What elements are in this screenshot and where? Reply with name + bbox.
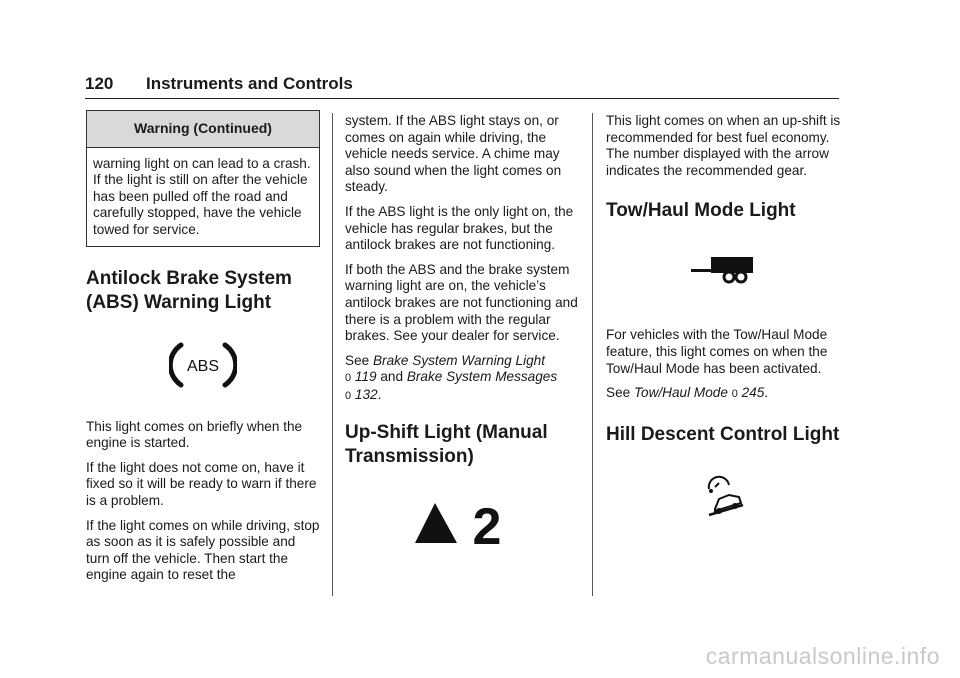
upshift-arrow-icon: [415, 499, 511, 549]
abs-paragraph-2: If the light does not come on, have it fixed so it will be ready to warn if there is a problem.: [86, 459, 317, 508]
upshift-heading: [345, 421, 581, 469]
brake-system-warning-light-link[interactable]: Brake System Warning Light: [372, 352, 545, 368]
abs-icon-label: ABS: [186, 357, 220, 375]
page-header: [85, 70, 839, 99]
page-ref-arrow-icon: 0: [345, 372, 352, 385]
section-title: Instruments and Controls: [146, 74, 353, 93]
page-ref-132[interactable]: 132: [354, 386, 378, 402]
column-3: [606, 113, 842, 525]
upshift-paragraph-1: This light comes on when an up-shift is recommended for best fuel economy. The number displayed with the arrow indicates the recommended gear.: [606, 113, 841, 178]
column-divider: [592, 113, 593, 596]
column-1: [86, 110, 320, 592]
hill-descent-icon: [606, 475, 842, 525]
tow-haul-see-also: [606, 385, 842, 403]
abs-heading: [86, 267, 320, 315]
abs-paragraph-3: If the light comes on while driving, stop as soon as it is safely possible and turn off the vehicle. Then start the engine again to reset the: [86, 517, 320, 583]
upshift-heading-line2: Transmission): [345, 445, 474, 467]
upshift-icon: [345, 499, 581, 549]
abs-warning-icon: [86, 325, 320, 405]
see-prefix: See: [606, 385, 634, 401]
period: .: [764, 385, 769, 401]
watermark: carmanualsonline.info: [705, 643, 940, 669]
page-ref-245[interactable]: 245: [741, 385, 765, 401]
tow-haul-icon: [606, 255, 842, 287]
abs-heading-line2: (ABS) Warning Light: [86, 291, 272, 313]
tow-haul-mode-link[interactable]: Tow/Haul Mode: [633, 385, 728, 401]
tow-haul-paragraph-1: For vehicles with the Tow/Haul Mode feature, this light comes on when the Tow/Haul Mode has been activated.: [606, 327, 828, 376]
abs-heading-line1: Antilock Brake System: [86, 267, 292, 289]
see-prefix: See: [345, 352, 373, 368]
abs-paragraph-3-continued: system. If the ABS light stays on, or comes on again while driving, the vehicle needs service. A chime may also sound when the light comes on steady.: [345, 113, 562, 195]
page-number: 120: [85, 74, 114, 93]
abs-see-also: [345, 353, 581, 405]
abs-paragraph-5: If both the ABS and the brake system warning light are on, the vehicle’s antilock brakes are not functioning and there is a problem with the regular brakes. See your dealer for service.: [345, 261, 578, 344]
upshift-gear-digit: 2: [472, 498, 502, 549]
page-ref-arrow-icon: 0: [731, 388, 738, 401]
trailer-icon: [689, 255, 759, 287]
period: .: [377, 386, 382, 402]
hill-descent-vehicle-icon: [699, 475, 749, 525]
column-divider: [332, 113, 333, 596]
and-text: and: [376, 369, 407, 385]
brake-system-messages-link[interactable]: Brake System Messages: [406, 369, 558, 385]
warning-body: warning light on can lead to a crash. If the light is still on after the vehicle has been pulled off the road and carefully stopped, have the vehicle towed for service.: [87, 147, 319, 246]
column-2: [345, 113, 581, 549]
page-ref-119[interactable]: 119: [354, 369, 377, 385]
abs-paragraph-4: If the ABS light is the only light on, the vehicle has regular brakes, but the antilock brakes are not functioning.: [345, 203, 574, 253]
warning-title: Warning (Continued): [87, 111, 319, 147]
abs-paragraph-1: This light comes on briefly when the engine is started.: [86, 418, 303, 451]
hill-descent-heading: Hill Descent Control Light: [606, 423, 840, 445]
warning-box: [86, 110, 320, 247]
upshift-heading-line1: Up-Shift Light (Manual: [345, 421, 548, 443]
abs-icon: [169, 340, 237, 390]
page-ref-arrow-icon: 0: [345, 389, 352, 402]
tow-haul-heading: Tow/Haul Mode Light: [606, 200, 796, 222]
